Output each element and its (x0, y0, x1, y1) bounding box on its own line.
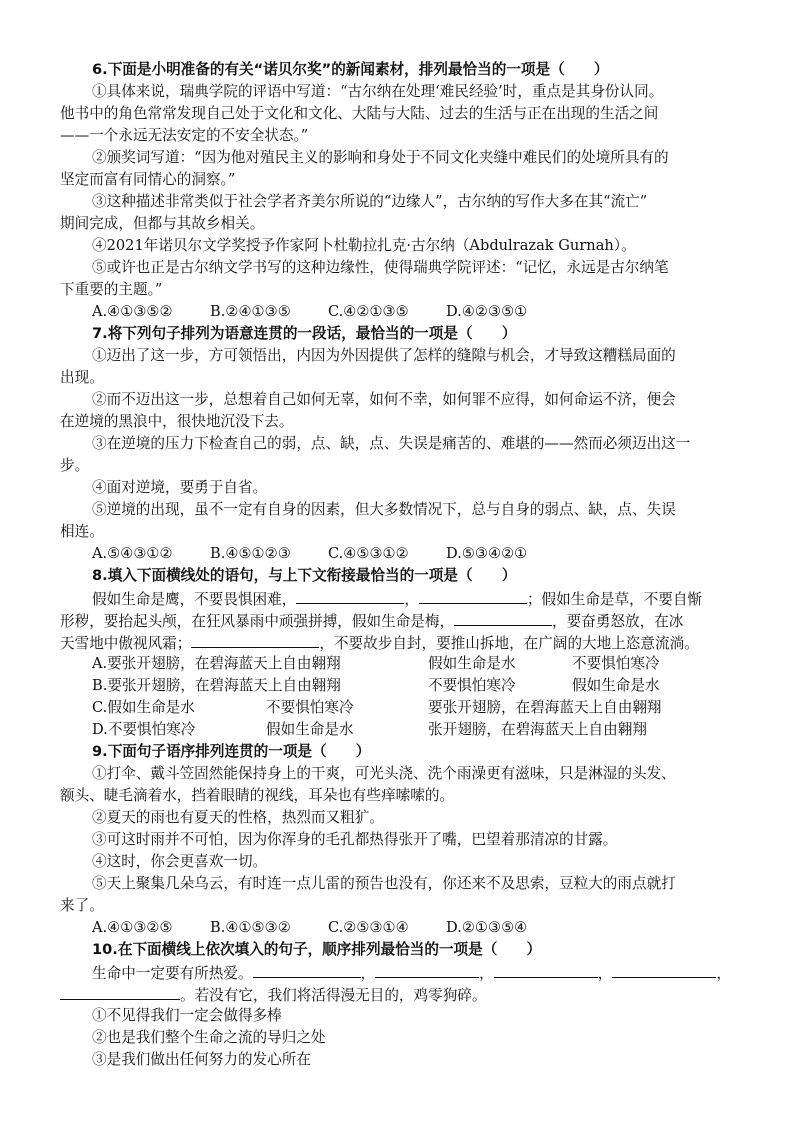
q8-blank-3[interactable] (454, 610, 552, 626)
q9-option-a[interactable]: A.④①③②⑤ (92, 919, 173, 936)
q7-option-b[interactable]: B.④⑤①②③ (210, 545, 291, 562)
q7-sentence-5: ⑤逆境的出现，虽不一定有自身的因素，但大多数情况下，总与自身的弱点、缺，点、失误 (92, 501, 676, 518)
q9-sentence-2: ②夏天的雨也有夏天的性格，热烈而又粗犷。 (92, 809, 384, 826)
q9-sentence-1: ①打伞、戴斗笠固然能保持身上的干爽，可光头浇、洗个雨澡更有滋味，只是淋湿的头发、 (92, 765, 676, 782)
q8-option-c-part-3: 要张开翅膀，在碧海蓝天上自由翱翔 (428, 699, 662, 716)
q10-passage-line-1 (92, 962, 731, 984)
q10-title: 10.在下面横线上依次填入的句子，顺序排列最恰当的一项是（ ） (92, 941, 542, 958)
q8-option-a-part-2: 假如生命是水 (428, 655, 516, 672)
q9-options (92, 918, 527, 938)
q8-blank-4[interactable] (191, 632, 319, 648)
q10-comma: ， (716, 965, 731, 982)
q10-blank-2[interactable] (375, 962, 479, 978)
q8-text: ；假如生命是草，不要自惭 (526, 591, 703, 608)
q7-option-d[interactable]: D.⑤③④②① (446, 545, 528, 562)
q8-text: ， (404, 591, 419, 608)
q9-sentence-1-cont: 额头、睫毛滴着水，挡着眼睛的视线，耳朵也有些痒嗦嗦的。 (60, 787, 455, 804)
q7-sentence-4: ④面对逆境，要勇于自省。 (92, 479, 268, 496)
q10-comma: ， (597, 965, 613, 982)
q10-passage-line-2 (60, 984, 486, 1006)
q8-option-c-part-2: 不要惧怕寒冷 (266, 699, 354, 716)
q8-option-b[interactable]: B.要张开翅膀，在碧海蓝天上自由翱翔 (92, 677, 341, 694)
q10-blank-3[interactable] (494, 962, 598, 978)
q6-option-a[interactable]: A.④①③⑤② (92, 303, 173, 320)
q9-sentence-4: ④这时，你会更喜欢一切。 (92, 853, 268, 870)
q8-passage-line-2 (60, 610, 683, 632)
q10-sentence-2: ②也是我们整个生命之流的导归之处 (92, 1029, 326, 1046)
q6-sentence-1-cont2: ——一个永远无法安定的不安全状态。” (60, 127, 309, 144)
q8-text: 天雪地中傲视风霜； (60, 635, 192, 652)
q6-options (92, 302, 527, 322)
q7-sentence-3: ③在逆境的压力下检查自己的弱，点、缺，点、失误是痛苦的、难堪的——然而必须迈出这一 (92, 435, 691, 452)
q7-option-a[interactable]: A.⑤④③①② (92, 545, 173, 562)
q8-option-d-part-3: 张开翅膀，在碧海蓝天上自由翱翔 (428, 721, 647, 738)
q7-sentence-1-cont: 出现。 (60, 369, 104, 386)
q8-passage-line-3 (60, 632, 699, 654)
q7-title: 7.将下列句子排列为语意连贯的一段话，最恰当的一项是（ ） (92, 325, 517, 342)
q8-option-d[interactable]: D.不要惧怕寒冷 (92, 721, 196, 738)
q8-blank-1[interactable] (296, 588, 404, 604)
q6-sentence-1: ①具体来说，瑞典学院的评语中写道：“古尔纳在处理‘难民经验’时，重点是其身份认同。 (92, 83, 664, 100)
q8-passage-line-1 (92, 588, 702, 610)
q6-sentence-2: ②颁奖词写道：“因为他对殖民主义的影响和身处于不同文化夹缝中难民们的处境所具有的 (92, 149, 669, 166)
q8-option-a[interactable]: A.要张开翅膀，在碧海蓝天上自由翱翔 (92, 655, 341, 672)
q6-option-c[interactable]: C.④②①③⑤ (328, 303, 409, 320)
q6-sentence-5-cont: 下重要的主题。” (60, 281, 163, 298)
q9-sentence-5: ⑤天上聚集几朵乌云，有时连一点儿雷的预告也没有，你还来不及思索，豆粒大的雨点就打 (92, 875, 676, 892)
q10-sentence-3: ③是我们做出任何努力的发心所在 (92, 1051, 311, 1068)
q6-sentence-3-cont: 期间完成，但都与其故乡相关。 (60, 215, 265, 232)
q6-title: 6.下面是小明准备的有关“诺贝尔奖”的新闻素材，排列最恰当的一项是（ ） (92, 61, 609, 78)
q9-option-d[interactable]: D.②①③⑤④ (446, 919, 528, 936)
q10-text: 生命中一定要有所热爱。 (92, 965, 253, 982)
q10-text: 。若没有它，我们将活得漫无目的，鸡零狗碎。 (180, 987, 487, 1004)
q7-sentence-1: ①迈出了这一步，方可领悟出，内因为外因提供了怎样的缝隙与机会，才导致这糟糕局面的 (92, 347, 676, 364)
q8-option-b-part-3: 假如生命是水 (572, 677, 660, 694)
q6-sentence-4: ④2021年诺贝尔文学奖授予作家阿卜杜勒拉扎克·古尔纳（Abdulrazak Gurnah）。 (92, 237, 636, 254)
q8-text: 假如生命是鹰，不要畏惧困难， (92, 591, 297, 608)
q6-sentence-5: ⑤或许也正是古尔纳文学书写的这种边缘性，使得瑞典学院评述：“记忆，永远是古尔纳笔 (92, 259, 669, 276)
q8-option-b-part-2: 不要惧怕寒冷 (428, 677, 516, 694)
q6-sentence-2-cont: 坚定而富有同情心的洞察。” (60, 171, 236, 188)
q10-blank-4[interactable] (612, 962, 716, 978)
q9-option-b[interactable]: B.④①⑤③② (210, 919, 291, 936)
q6-option-b[interactable]: B.②④①③⑤ (210, 303, 291, 320)
q8-text: ，要奋勇怒放，在冰 (552, 613, 684, 630)
q10-blank-5[interactable] (60, 984, 180, 1000)
q9-sentence-5-cont: 来了。 (60, 897, 104, 914)
q6-sentence-1-cont: 他书中的角色常常发现自己处于文化和文化、大陆与大陆、过去的生活与正在出现的生活之间 (60, 105, 659, 122)
q8-title: 8.填入下面横线处的语句，与上下文衔接最恰当的一项是（ ） (92, 567, 517, 584)
q8-text: 形秽，要抬起头颅，在狂风暴雨中顽强拼搏，假如生命是梅， (60, 613, 455, 630)
q7-sentence-3-cont: 步。 (60, 457, 90, 474)
q8-text: ，不要故步自封，要推山拆地，在广阔的大地上恣意流淌。 (319, 635, 699, 652)
q8-blank-2[interactable] (419, 588, 527, 604)
q9-sentence-3: ③可这时雨并不可怕，因为你浑身的毛孔都热得张开了嘴，巴望着那清凉的甘露。 (92, 831, 618, 848)
q7-option-c[interactable]: C.④⑤③①② (328, 545, 409, 562)
q6-option-d[interactable]: D.④②③⑤① (446, 303, 528, 320)
q7-sentence-2-cont: 在逆境的黑浪中，很快地沉没下去。 (60, 413, 294, 430)
q7-sentence-5-cont: 相连。 (60, 523, 104, 540)
q7-options (92, 544, 527, 564)
q8-option-a-part-3: 不要惧怕寒冷 (572, 655, 660, 672)
q8-option-c[interactable]: C.假如生命是水 (92, 699, 195, 716)
q10-sentence-1: ①不见得我们一定会做得多棒 (92, 1007, 282, 1024)
q9-title: 9.下面句子语序排列连贯的一项是（ ） (92, 743, 371, 760)
q8-option-d-part-2: 假如生命是水 (266, 721, 354, 738)
q7-sentence-2: ②而不迈出这一步，总想着自己如何无辜，如何不幸，如何罪不应得，如何命运不济，便会 (92, 391, 676, 408)
q10-comma: ， (360, 965, 376, 982)
q9-option-c[interactable]: C.②⑤③①④ (328, 919, 409, 936)
q10-comma: ， (479, 965, 494, 982)
q10-blank-1[interactable] (253, 962, 361, 978)
q6-sentence-3: ③这种描述非常类似于社会学者齐美尔所说的“边缘人”，古尔纳的写作大多在其“流亡” (92, 193, 648, 210)
